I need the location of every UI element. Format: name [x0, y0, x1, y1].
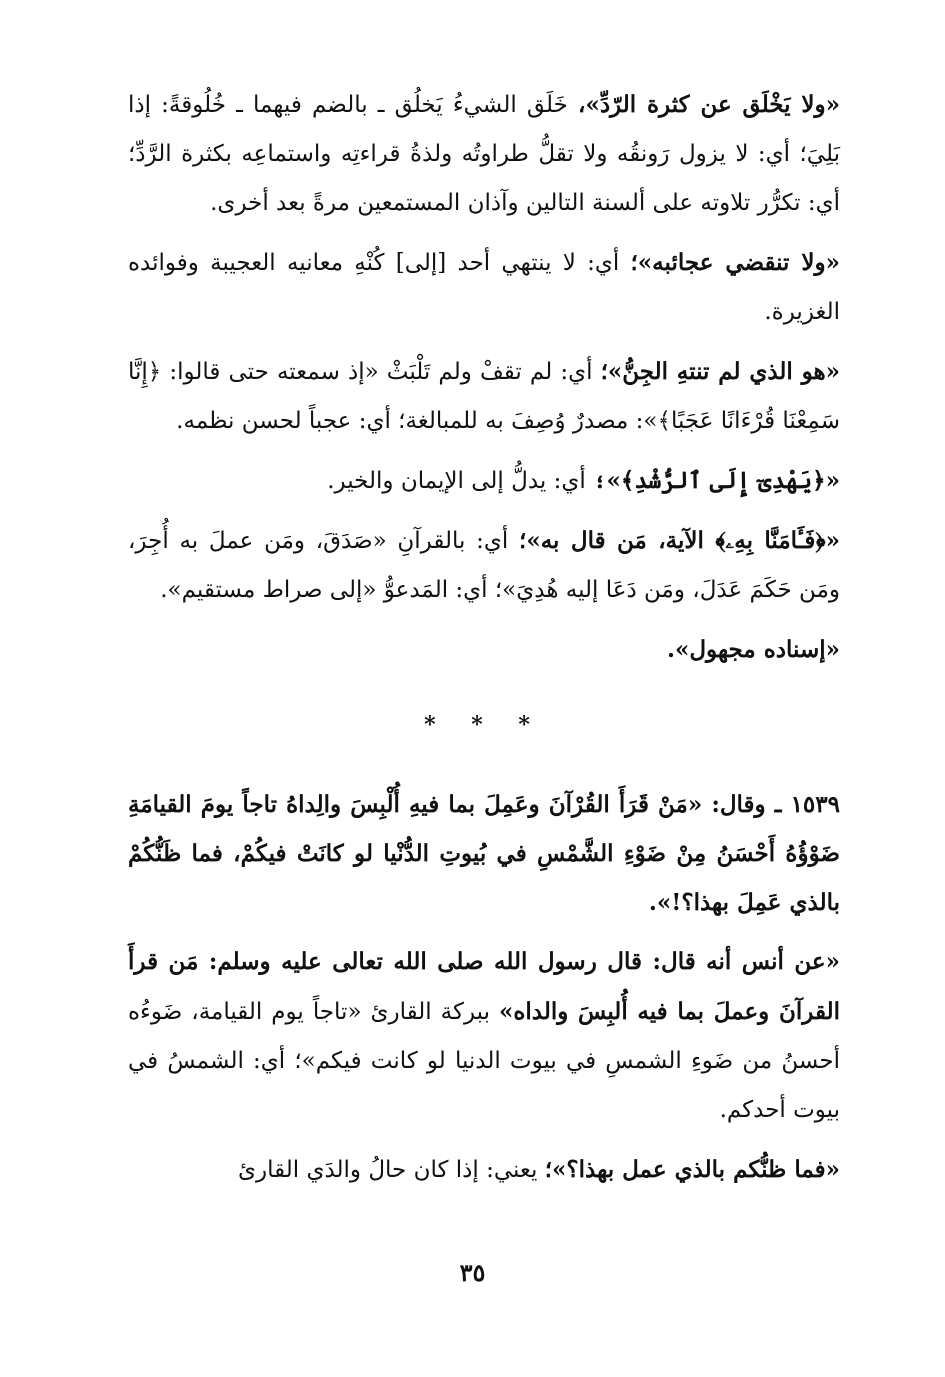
paragraph-2-text: أي: لا ينتهي أحد [إلى] كُنْهِ معانيه العجيبة وفوائده الغزيرة.: [128, 250, 840, 325]
section-separator: * * *: [424, 712, 544, 738]
paragraph-5-lead: «﴿فَـَٔامَنَّا بِهِۦ﴾ الآية، مَن قال به»؛: [519, 527, 840, 554]
commentary-1: [128, 937, 840, 1135]
page-number: ٣٥: [459, 1258, 486, 1287]
commentary-2: [128, 1145, 840, 1195]
text-column: [128, 80, 840, 1205]
paragraph-4-text: أي: يدلُّ إلى الإيمان والخير.: [327, 468, 594, 494]
paragraph-3-text: أي: لم تقفْ ولم تَلْبَثْ «إذ سمعته حتى قالوا: ﴿إِنَّا سَمِعْنَا قُرْءَانًا عَجَبًا﴾»: مصدرٌ وُصِفَ به للمبالغة؛ أي: عجباً لحسن نظمه.: [128, 359, 840, 434]
paragraph-4: [128, 456, 840, 506]
paragraph-3: [128, 347, 840, 446]
paragraph-1-lead: «ولا يَخْلَق عن كثرة الرّدِّ»،: [578, 91, 840, 118]
commentary-1-lead: «عن أنس أنه قال: قال رسول الله صلى الله تعالى عليه وسلم: مَن قرأَ القرآنَ وعملَ بما فيه أُلبِسَ والداه»: [128, 948, 840, 1025]
paragraph-3-lead: «هو الذي لم تنتهِ الجِنُّ»؛: [600, 358, 840, 385]
hadith-text: ١٥٣٩ ـ وقال: «مَنْ قَرَأَ القُرْآنَ وعَمِلَ بما فيهِ أُلْبِسَ والِداهُ تاجاً يومَ القيامَةِ ضَوْؤُهُ أَحْسَنُ مِنْ ضَوْءِ الشَّمْسِ في بُيوتِ الدُّنْيا لو كانَتْ فيكُمْ، فما ظَنُّكُمْ بالذي عَمِلَ بهذا؟!».: [128, 791, 840, 916]
paragraph-1-text: خَلَق الشيءُ يَخلُق ـ بالضم فيهما ـ خُلُوقةً: إذا بَلِيَ؛ أي: لا يزول رَونقُه ولا تقلُّ طراوتُه ولذةُ قراءتِه واستماعِه بكثرة الرَّدِّ؛ أي: تكرُّر تلاوته على ألسنة التالين وآذان المستمعين مرةً بعد أخرى.: [128, 92, 840, 216]
paragraph-4-lead: «﴿يَهْدِىٓ إِلَى ٱلرُّشْدِ﴾»؛: [593, 467, 840, 494]
paragraph-2: [128, 238, 840, 337]
commentary-2-text: يعني: إذا كان حالُ والدَي القارئ: [237, 1157, 545, 1183]
paragraph-6: [128, 625, 840, 675]
paragraph-6-lead: «إسناده مجهول».: [666, 636, 840, 663]
paragraph-2-lead: «ولا تنقضي عجائبه»؛: [630, 249, 840, 276]
paragraph-5-text: أي: بالقرآنِ «صَدَقَ، ومَن عملَ به أُجِرَ، ومَن حَكَمَ عَدَلَ، ومَن دَعَا إليه هُدِيَ»؛ أي: المَدعوُّ «إلى صراط مستقيم».: [128, 528, 840, 603]
paragraph-1: [128, 80, 840, 228]
commentary-2-lead: «فما ظنُّكم بالذي عمل بهذا؟»؛: [544, 1156, 840, 1183]
commentary-1-text: ببركة القارئ «تاجاً يوم القيامة، ضَوءُه أحسنُ من ضَوءِ الشمسِ في بيوت الدنيا لو كانت فيكم»؛ أي: الشمسُ في بيوت أحدكم.: [128, 999, 840, 1123]
paragraph-5: [128, 516, 840, 615]
